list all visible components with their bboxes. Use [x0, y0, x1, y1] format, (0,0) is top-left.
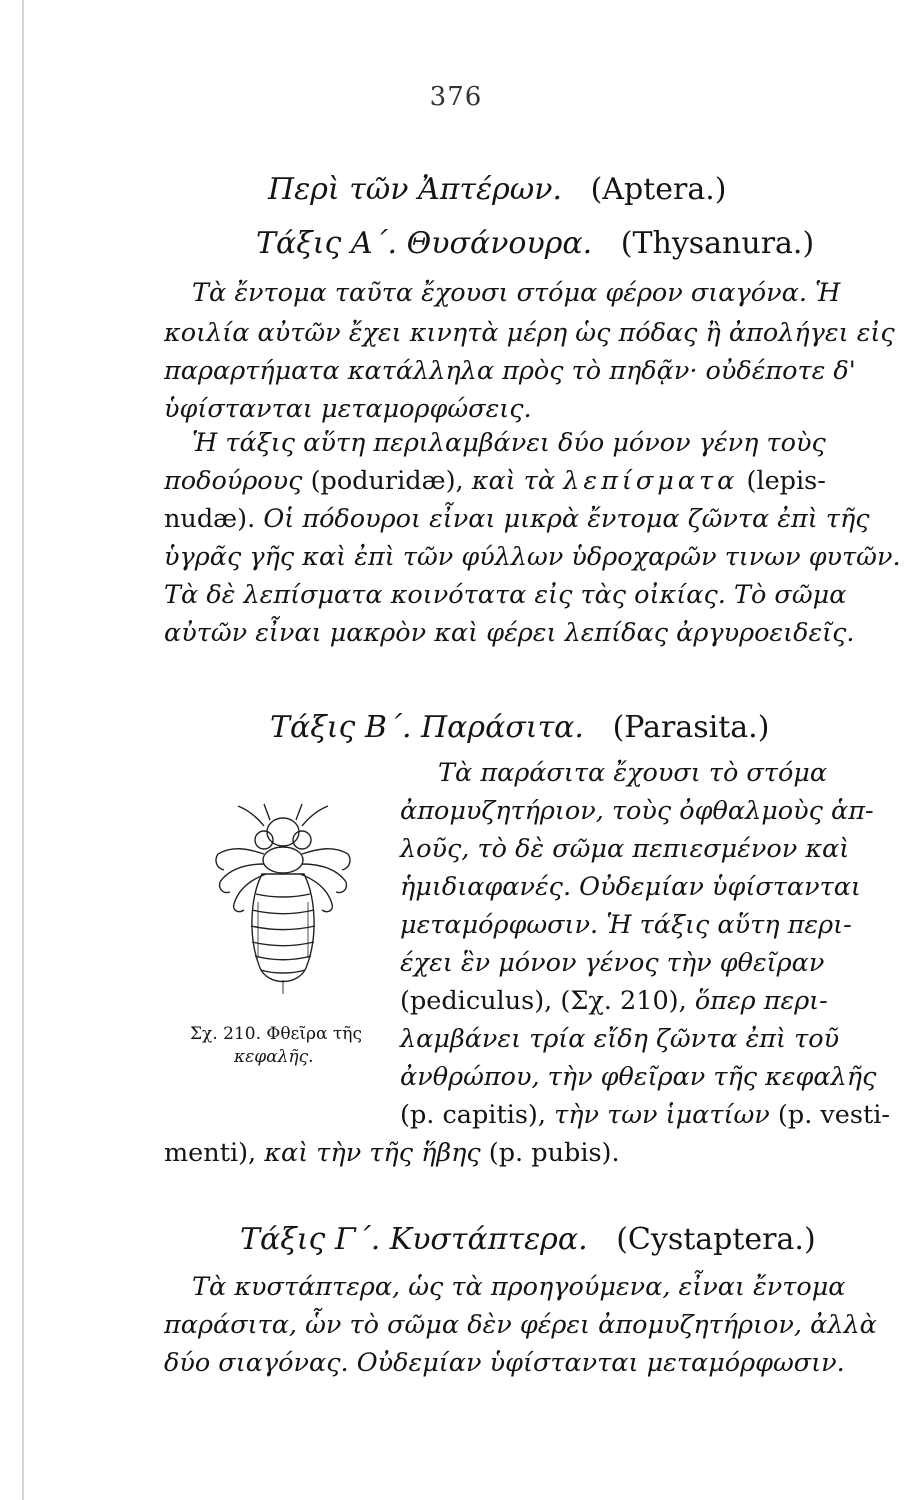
order-a-heading: [256, 226, 814, 261]
louse-illustration: [198, 798, 368, 1008]
order-c-title-greek: Τάξις Γ΄. Κυστάπτερα.: [240, 1222, 588, 1257]
text-line: μεταμόρφωσιν. Ἡ τάξις αὕτη περι-: [400, 910, 852, 940]
text-line: [164, 1138, 620, 1168]
word-podouroi: ποδούρους: [164, 466, 303, 496]
order-a-title-latin: (Thysanura.): [620, 226, 815, 261]
text-line: λαμβάνει τρία εἴδη ζῶντα ἐπὶ τοῦ: [400, 1024, 840, 1054]
figure-caption-number: Σχ. 210. Φθεῖρα τῆς: [190, 1024, 363, 1044]
latin-vesti: (p. vesti-: [777, 1100, 891, 1130]
text-fragment: καὶ τὴν τῆς ἥβης: [264, 1138, 481, 1168]
figure-caption-title: κεφαλῆς.: [234, 1047, 314, 1067]
latin-vestimenti: menti),: [164, 1138, 257, 1168]
section-heading: [268, 172, 726, 207]
section-title-greek: Περὶ τῶν Ἀπτέρων.: [268, 172, 562, 207]
latin-capitis: (p. capitis),: [400, 1100, 546, 1130]
text-line: κοιλία αὐτῶν ἔχει κινητὰ μέρη ὡς πόδας ἢ ἀπολήγει εἰς: [164, 318, 895, 348]
text-line: ὑγρᾶς γῆς καὶ ἐπὶ τῶν φύλλων ὑδροχαρῶν τινων φυτῶν.: [164, 542, 901, 572]
order-b-title-latin: (Parasita.): [612, 710, 770, 745]
text-line: παράσιτα, ὧν τὸ σῶμα δὲν φέρει ἀπομυζητήριον, ἀλλὰ: [164, 1310, 877, 1340]
order-c-heading: [240, 1222, 816, 1257]
text-line: παραρτήματα κατάλληλα πρὸς τὸ πηδᾷν· οὐδέποτε δ': [164, 356, 856, 386]
text-line: ἀνθρώπου, τὴν φθεῖραν τῆς κεφαλῆς: [400, 1062, 877, 1092]
text-line: ἀπομυζητήριον, τοὺς ὀφθαλμοὺς ἁπ-: [400, 796, 874, 826]
text-line: λοῦς, τὸ δὲ σῶμα πεπιεσμένον καὶ: [400, 834, 850, 864]
text-line: Τὰ παράσιτα ἔχουσι τὸ στόμα: [438, 758, 828, 788]
latin-lepis: (lepis-: [746, 466, 826, 496]
order-c-title-latin: (Cystaptera.): [616, 1222, 816, 1257]
text-line: Ἡ τάξις αὕτη περιλαμβάνει δύο μόνον γένη τοὺς: [192, 428, 826, 458]
text-line: [400, 986, 828, 1016]
text-line: [164, 466, 826, 496]
text-line: ἡμιδιαφανές. Οὐδεμίαν ὑφίστανται: [400, 872, 861, 902]
section-title-latin: (Aptera.): [590, 172, 727, 207]
text-fragment: Οἱ πόδουροι εἶναι μικρὰ ἔντομα ζῶντα ἐπὶ τῆς: [263, 504, 870, 534]
text-line: [164, 504, 870, 534]
page-edge-shadow: [22, 0, 24, 1500]
text-line: έχει ἓν μόνον γένος τὴν φθεῖραν: [400, 948, 825, 978]
text-line: δύο σιαγόνας. Οὐδεμίαν ὑφίστανται μεταμόρφωσιν.: [164, 1348, 845, 1378]
text-fragment: καὶ τὰ: [471, 466, 556, 496]
text-line: αὐτῶν εἶναι μακρὸν καὶ φέρει λεπίδας ἀργυροειδεῖς.: [164, 618, 855, 648]
text-fragment: ὅπερ περι-: [694, 986, 828, 1016]
text-fragment: τὴν των ἱματίων: [554, 1100, 770, 1130]
text-line: Τὰ κυστάπτερα, ὡς τὰ προηγούμενα, εἶναι ἔντομα: [192, 1272, 846, 1302]
text-line: [400, 1100, 890, 1130]
order-a-title-greek: Τάξις Α΄. Θυσάνουρα.: [256, 226, 593, 261]
order-b-heading: [270, 710, 769, 745]
latin-pediculus: (pediculus), (Σχ. 210),: [400, 986, 687, 1016]
latin-nudae: nudæ).: [164, 504, 256, 534]
word-lepismata: λεπίσματα: [563, 466, 739, 496]
text-line: ὑφίστανται μεταμορφώσεις.: [164, 394, 532, 424]
latin-poduridae: (poduridæ),: [310, 466, 464, 496]
text-line: Τὰ ἔντομα ταῦτα ἔχουσι στόμα φέρον σιαγόνα. Ἡ: [192, 278, 841, 308]
latin-pubis: (p. pubis).: [488, 1138, 620, 1168]
order-b-title-greek: Τάξις Β΄. Παράσιτα.: [270, 710, 584, 745]
page-number: 376: [429, 82, 483, 112]
text-line: Τὰ δὲ λεπίσματα κοινότατα εἰς τὰς οἰκίας. Τὸ σῶμα: [164, 580, 847, 610]
